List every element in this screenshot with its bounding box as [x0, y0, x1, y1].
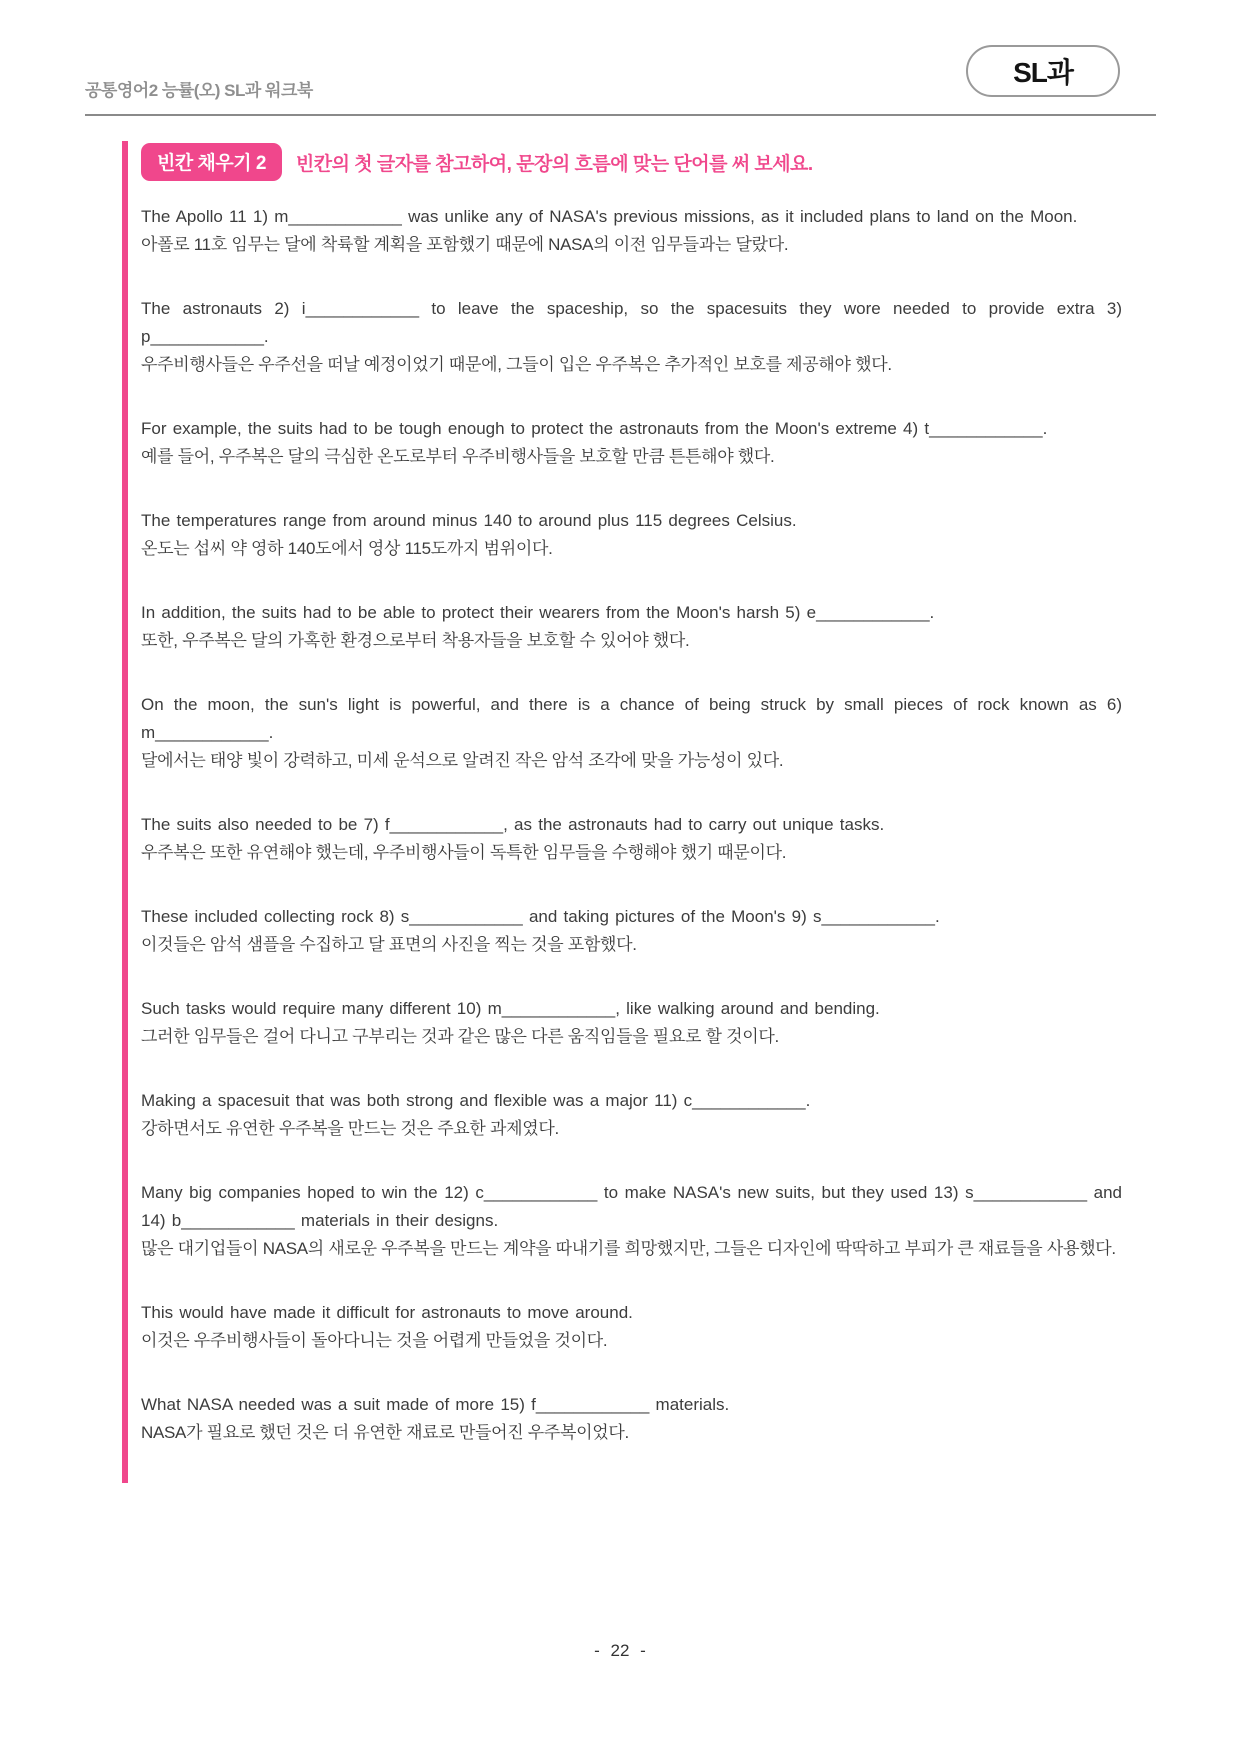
- english-sentence: On the moon, the sun's light is powerful, and there is a chance of being struck by small pieces of rock known as 6) m____________.: [141, 695, 1122, 742]
- paragraph-block: [141, 1391, 1122, 1447]
- paragraph-block: [141, 1299, 1122, 1355]
- korean-translation: 우주복은 또한 유연해야 했는데, 우주비행사들이 독특한 임무들을 수행해야 했기 때문이다.: [141, 843, 787, 862]
- page-number: - 22 -: [594, 1641, 646, 1660]
- section-instruction: 빈칸의 첫 글자를 참고하여, 문장의 흐름에 맞는 단어를 써 보세요.: [295, 153, 813, 175]
- korean-translation: 이것은 우주비행사들이 돌아다니는 것을 어렵게 만들었을 것이다.: [141, 1331, 608, 1350]
- korean-translation: 온도는 섭씨 약 영하 140도에서 영상 115도까지 범위이다.: [141, 539, 553, 558]
- section-title-badge: 빈칸 채우기 2: [141, 143, 282, 181]
- paragraph-block: [141, 203, 1122, 259]
- english-sentence: The temperatures range from around minus 140 to around plus 115 degrees Celsius.: [141, 511, 797, 530]
- section-header: [141, 143, 1122, 181]
- paragraph-block: [141, 903, 1122, 959]
- korean-translation: 예를 들어, 우주복은 달의 극심한 온도로부터 우주비행사들을 보호할 만큼 튼튼해야 했다.: [141, 447, 775, 466]
- korean-translation: 달에서는 태양 빛이 강력하고, 미세 운석으로 알려진 작은 암석 조각에 맞을 가능성이 있다.: [141, 751, 784, 770]
- paragraph-block: [141, 811, 1122, 867]
- workbook-title: 공통영어2 능률(오) SL과 워크북: [85, 81, 313, 100]
- korean-translation: 강하면서도 유연한 우주복을 만드는 것은 주요한 과제였다.: [141, 1119, 559, 1138]
- paragraph-block: [141, 599, 1122, 655]
- korean-translation: 또한, 우주복은 달의 가혹한 환경으로부터 착용자들을 보호할 수 있어야 했다.: [141, 631, 690, 650]
- header-divider: [85, 114, 1156, 116]
- paragraph-block: [141, 691, 1122, 775]
- worksheet-body: [122, 141, 1122, 1483]
- korean-translation: NASA가 필요로 했던 것은 더 유연한 재료로 만들어진 우주복이었다.: [141, 1423, 629, 1442]
- english-sentence: The astronauts 2) i____________ to leave the spaceship, so the spacesuits they wore needed to provide extra 3) p____________.: [141, 299, 1122, 346]
- paragraph-block: [141, 1087, 1122, 1143]
- english-sentence: The Apollo 11 1) m____________ was unlike any of NASA's previous missions, as it included plans to land on the Moon.: [141, 207, 1078, 226]
- korean-translation: 우주비행사들은 우주선을 떠날 예정이었기 때문에, 그들이 입은 우주복은 추가적인 보호를 제공해야 했다.: [141, 355, 892, 374]
- paragraph-block: [141, 507, 1122, 563]
- english-sentence: Making a spacesuit that was both strong and flexible was a major 11) c____________.: [141, 1091, 811, 1110]
- korean-translation: 아폴로 11호 임무는 달에 착륙할 계획을 포함했기 때문에 NASA의 이전 임무들과는 달랐다.: [141, 235, 789, 254]
- korean-translation: 많은 대기업들이 NASA의 새로운 우주복을 만드는 계약을 따내기를 희망했지만, 그들은 디자인에 딱딱하고 부피가 큰 재료들을 사용했다.: [141, 1239, 1116, 1258]
- paragraph-block: [141, 995, 1122, 1051]
- english-sentence: Such tasks would require many different 10) m____________, like walking around and bending.: [141, 999, 880, 1018]
- english-sentence: Many big companies hoped to win the 12) c____________ to make NASA's new suits, but they used 13) s____________ and 14) b____________ materials in their designs.: [141, 1183, 1122, 1230]
- course-badge: SL과: [966, 45, 1120, 97]
- paragraph-block: [141, 295, 1122, 379]
- english-sentence: For example, the suits had to be tough enough to protect the astronauts from the Moon's extreme 4) t____________.: [141, 419, 1048, 438]
- english-sentence: The suits also needed to be 7) f____________, as the astronauts had to carry out unique tasks.: [141, 815, 885, 834]
- english-sentence: This would have made it difficult for astronauts to move around.: [141, 1303, 633, 1322]
- english-sentence: These included collecting rock 8) s____________ and taking pictures of the Moon's 9) s____________.: [141, 907, 940, 926]
- korean-translation: 그러한 임무들은 걸어 다니고 구부리는 것과 같은 많은 다른 움직임들을 필요로 할 것이다.: [141, 1027, 779, 1046]
- english-sentence: What NASA needed was a suit made of more 15) f____________ materials.: [141, 1395, 730, 1414]
- paragraph-block: [141, 1179, 1122, 1263]
- korean-translation: 이것들은 암석 샘플을 수집하고 달 표면의 사진을 찍는 것을 포함했다.: [141, 935, 637, 954]
- english-sentence: In addition, the suits had to be able to protect their wearers from the Moon's harsh 5) e____________.: [141, 603, 935, 622]
- paragraph-block: [141, 415, 1122, 471]
